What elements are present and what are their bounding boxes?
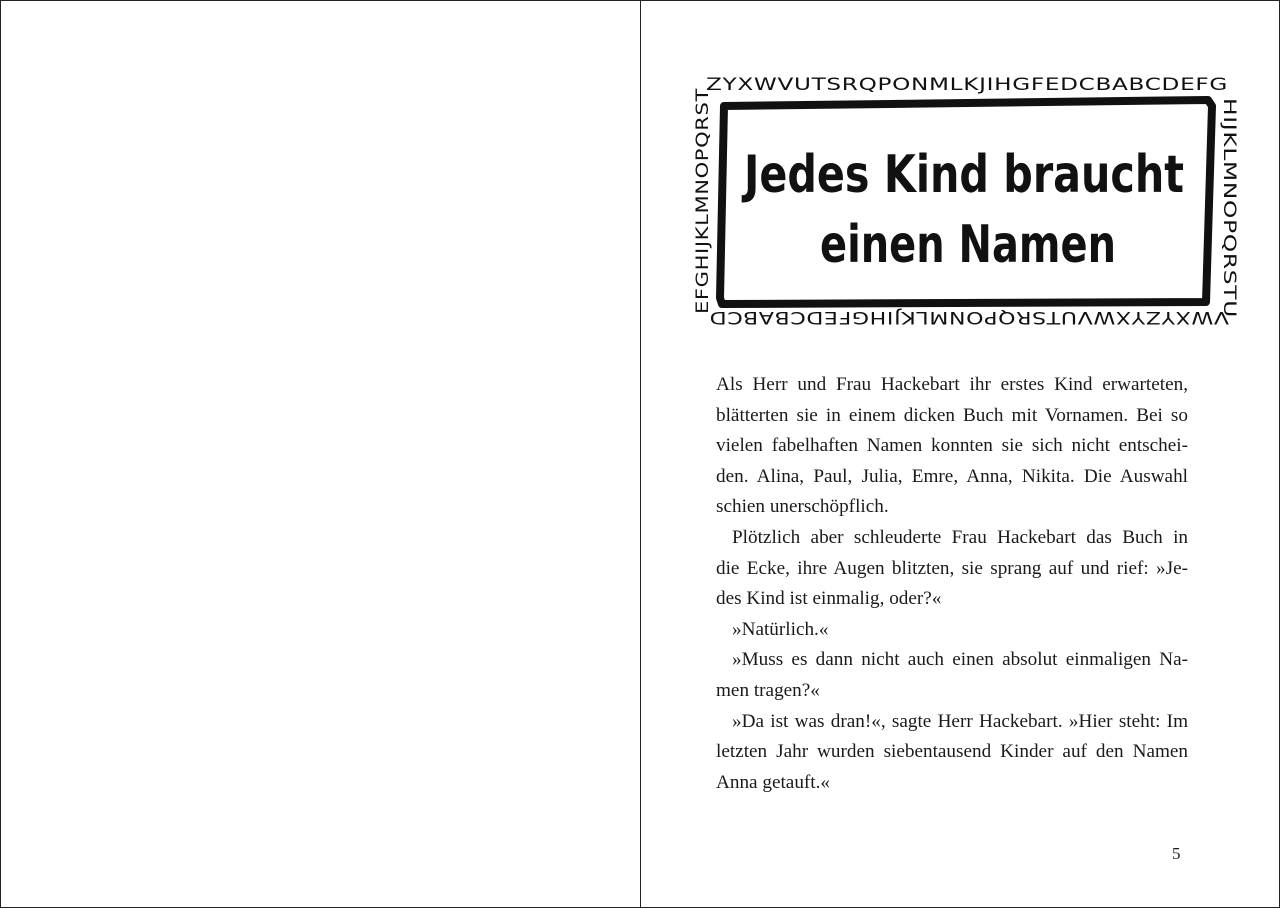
text-line: Plötzlich aber schleuderte Frau Hackebart das Buch in <box>732 526 1188 548</box>
chapter-title-frame <box>692 66 1240 334</box>
text-line: men tragen?« <box>716 679 820 701</box>
text-line: »Da ist was dran!«, sagte Herr Hackebart. »Hier steht: Im <box>732 710 1188 732</box>
text-line: den. Alina, Paul, Julia, Emre, Anna, Nikita. Die Auswahl <box>716 465 1188 487</box>
page-gutter <box>640 0 641 908</box>
alphabet-border-right: HIJKLMNOPQRSTU <box>1219 98 1239 259</box>
text-line: Als Herr und Frau Hackebart ihr erstes Kind erwarteten, <box>716 374 1188 395</box>
text-line: letzten Jahr wurden siebentausend Kinder auf den Namen <box>716 741 1188 763</box>
alphabet-border-left: EFGHIJKLMNOPQRST <box>693 131 713 314</box>
alphabet-border-top: ZYXWVUTSRQPONMLKJIHGFEDCBABCDEFG <box>706 75 1228 95</box>
text-line: vielen fabelhaften Namen konnten sie sich nicht entschei- <box>716 435 1188 457</box>
chapter-body-text <box>716 370 1188 798</box>
text-line: die Ecke, ihre Augen blitzten, sie sprang auf und rief: »Je- <box>716 557 1188 579</box>
paragraph <box>716 707 1188 799</box>
paragraph <box>716 615 1188 646</box>
page-number: 5 <box>1172 844 1181 863</box>
paragraph <box>716 523 1188 615</box>
text-line: Anna getauft.« <box>716 771 831 793</box>
text-line: des Kind ist einmalig, oder?« <box>716 588 942 610</box>
alphabet-border-bottom: VWXYZYXWVUTSRQPONMLKJIHGFEDCBABCD <box>709 307 1229 327</box>
text-line: blätterten sie in einem dicken Buch mit Vornamen. Bei so <box>716 404 1188 426</box>
paragraph <box>716 645 1188 706</box>
paragraph <box>716 370 1188 523</box>
chapter-title-line-2: einen Namen <box>820 215 1116 275</box>
text-line: »Natürlich.« <box>732 618 829 640</box>
text-line: schien unerschöpflich. <box>716 496 889 518</box>
chapter-title-line-1: Jedes Kind braucht <box>741 145 1184 205</box>
text-line: »Muss es dann nicht auch einen absolut einmaligen Na- <box>732 649 1188 671</box>
chapter-title-graphic <box>692 66 1240 334</box>
